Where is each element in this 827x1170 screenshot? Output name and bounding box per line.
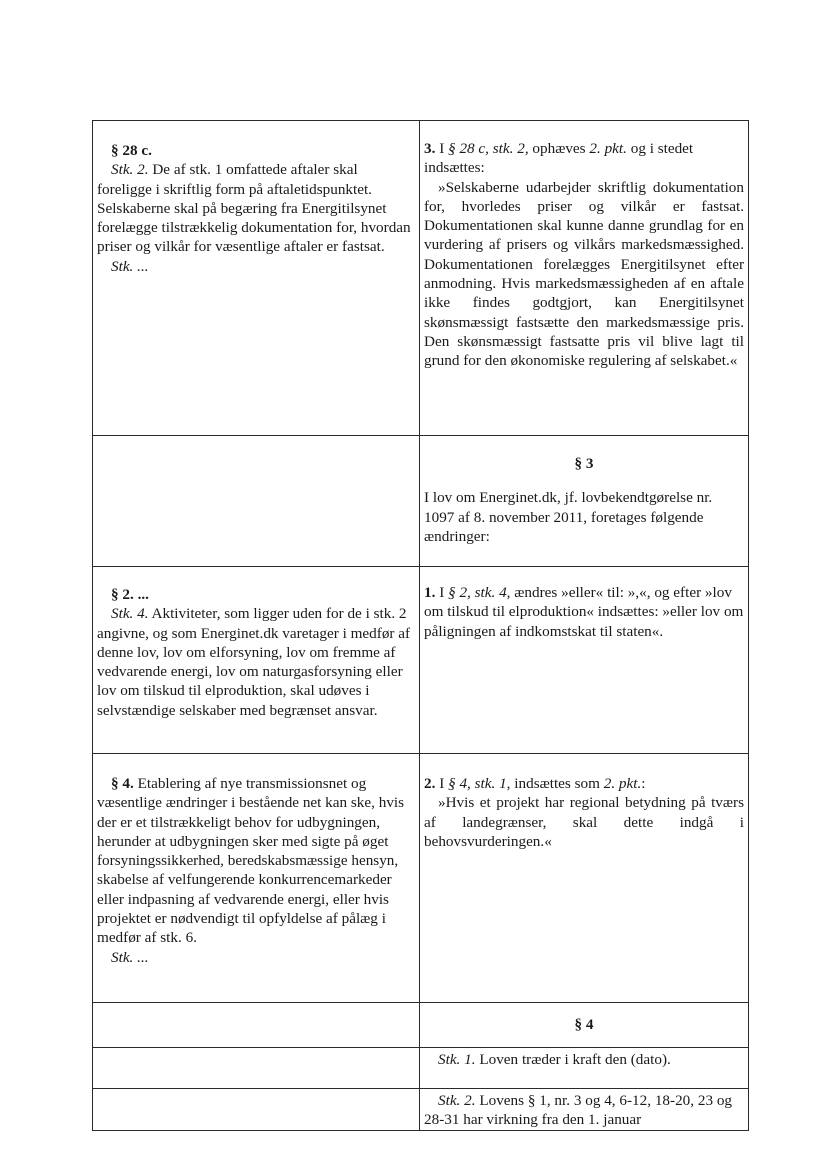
inserted-quote: »Hvis et projekt har regional betydning på tværs af landegrænser, skal dette indgå i behovsvurderingen.«: [424, 794, 744, 850]
section-intro: I lov om Energinet.dk, jf. lovbekendtgørelse nr. 1097 af 8. november 2011, foretages følgende ændringer:: [424, 489, 713, 545]
stk-label: Stk. 1.: [438, 1051, 476, 1068]
table-row: [93, 121, 749, 436]
amendment-text: I: [439, 584, 449, 601]
provision-text: Lovens § 1, nr. 3 og 4, 6-12, 18-20, 23 og 28-31 har virkning fra den 1. januar: [424, 1092, 733, 1129]
empty-cell: [93, 1048, 420, 1089]
reference: 2. pkt.: [589, 140, 627, 157]
stk-label: Stk. 2.: [111, 161, 149, 179]
table-row: [93, 567, 749, 754]
stk-continuation: Stk. ...: [111, 948, 149, 966]
amendment-text: indsættes som: [510, 775, 604, 792]
provision-text: Etablering af nye transmissionsnet og væsentlige ændringer i bestående net kan ske, hvis der er et tilstrækkeligt behov for udbygningen, herunder at udbygningen sker med sigte på øget forsyningssikkerhed, beredskabsmæssige hensyn, skabelse af velfungerende konkurrencemarkeder eller indpasning af vedvarende energi, eller hvis projektet er nødvendigt til opfyldelse af pålæg i medfør af stk. 6.: [97, 775, 405, 947]
amendment-text: ophæves: [528, 140, 590, 157]
provision-text: Aktiviteter, som ligger uden for de i stk. 2 angivne, og som Energinet.dk varetager i medfør af denne lov, lov om elforsyning, lov om fremme af vedvarende energi, lov om naturgasforsyning eller lov om tilskud til elproduktion, skal udøves i selvstændige selskaber med begrænset ansvar.: [97, 605, 411, 719]
amendment-text: og i stedet indsættes:: [424, 140, 694, 177]
proposal-cell: [420, 1048, 749, 1089]
stk-label: Stk. 2.: [438, 1092, 476, 1109]
empty-cell: [93, 436, 420, 567]
table-row: [93, 1048, 749, 1089]
stk-label: Stk. 4.: [111, 605, 149, 623]
stk-continuation: Stk. ...: [111, 257, 149, 275]
current-law-cell: [93, 121, 420, 436]
proposal-cell: [420, 436, 749, 567]
section-heading: § 3: [574, 455, 594, 472]
provision-text: Loven træder i kraft den (dato).: [479, 1051, 671, 1068]
table-row: [93, 436, 749, 567]
amendment-text: :: [641, 775, 646, 792]
amendment-text: I: [439, 775, 449, 792]
proposal-cell: [420, 567, 749, 754]
empty-cell: [93, 1089, 420, 1131]
reference: 2. pkt.: [603, 775, 642, 792]
reference: § 28 c, stk. 2,: [448, 140, 529, 157]
table-row: [93, 1089, 749, 1131]
amendment-number: 3.: [424, 140, 436, 157]
current-law-cell: [93, 754, 420, 1003]
proposal-cell: [420, 1089, 749, 1131]
section-heading: § 4.: [111, 775, 134, 792]
law-comparison-table: [92, 120, 749, 1131]
reference: § 4, stk. 1,: [448, 775, 511, 792]
provision-text: De af stk. 1 omfattede aftaler skal foreligge i skriftlig form på aftaletidspunktet. Selskaberne skal på begæring fra Energitilsynet forelægge tilstrækkelig dokumentation for, hvordan priser og vilkår for væsentlige aftaler er fastsat.: [97, 161, 411, 256]
proposal-cell: [420, 754, 749, 1003]
section-heading: § 4: [574, 1016, 594, 1033]
empty-cell: [93, 1003, 420, 1048]
proposal-cell: [420, 1003, 749, 1048]
amendment-number: 2.: [424, 775, 436, 792]
amendment-text: ændres »eller« til: »,«, og efter »lov om tilskud til elproduktion« indsættes: »eller lov om påligningen af indkomstskat til staten«.: [424, 584, 744, 640]
reference: § 2, stk. 4,: [448, 584, 511, 601]
table-row: [93, 1003, 749, 1048]
proposal-cell: [420, 121, 749, 436]
amendment-number: 1.: [424, 584, 436, 601]
current-law-cell: [93, 567, 420, 754]
table-row: [93, 754, 749, 1003]
section-heading: § 2. ...: [111, 586, 149, 603]
amendment-text: I: [439, 140, 449, 157]
section-heading: § 28 c.: [111, 142, 152, 159]
inserted-quote: »Selskaberne udarbejder skriftlig dokumentation for, hvorledes priser og vilkår er fastsat. Dokumentationen skal kunne danne grundlag for en vurdering af prisers og vilkårs markedsmæssighed. Dokumentationen forelægges Energitilsynet efter anmodning. Hvis markedsmæssigheden af en aftale ikke findes godtgjort, kan Energitilsynet skønsmæssigt fastsætte den markedsmæssige pris. Den skønsmæssigt fastsatte pris vil blive lagt til grund for den økonomiske regulering af selskabet.«: [424, 178, 744, 370]
